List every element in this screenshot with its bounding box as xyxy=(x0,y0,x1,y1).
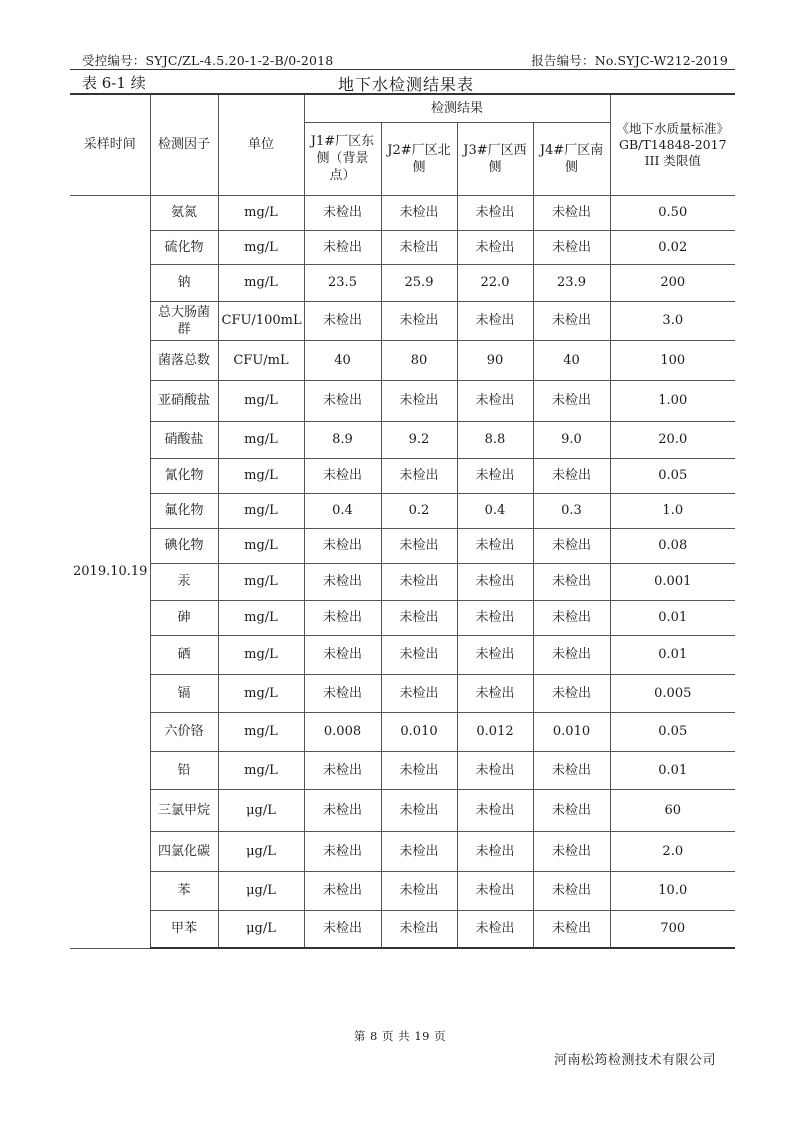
cell-j2: 未检出 xyxy=(381,831,457,871)
cell-factor: 硫化物 xyxy=(150,230,218,264)
cell-factor: 硒 xyxy=(150,635,218,674)
cell-limit: 60 xyxy=(610,789,735,831)
cell-limit: 0.01 xyxy=(610,635,735,674)
cell-limit: 0.02 xyxy=(610,230,735,264)
cell-limit: 1.0 xyxy=(610,493,735,528)
cell-j2: 未检出 xyxy=(381,528,457,563)
cell-j1: 未检出 xyxy=(304,789,381,831)
page-number: 第 8 页 共 19 页 xyxy=(353,1029,447,1043)
table-title: 地下水检测结果表 xyxy=(337,75,474,94)
cell-limit: 0.01 xyxy=(610,600,735,635)
cell-j4: 未检出 xyxy=(533,230,610,264)
cell-j2: 未检出 xyxy=(381,301,457,340)
table-row xyxy=(70,264,735,301)
cell-j4: 未检出 xyxy=(533,195,610,230)
cell-j4: 未检出 xyxy=(533,528,610,563)
table-row xyxy=(70,421,735,458)
table-row xyxy=(70,871,735,910)
cell-j3: 未检出 xyxy=(457,230,533,264)
cell-j2: 25.9 xyxy=(381,264,457,301)
cell-unit: mg/L xyxy=(218,563,304,600)
cell-j3: 8.8 xyxy=(457,421,533,458)
cell-j1: 未检出 xyxy=(304,831,381,871)
table-row xyxy=(70,563,735,600)
cell-factor: 总大肠菌群 xyxy=(150,301,218,340)
table-row xyxy=(70,831,735,871)
cell-j1: 未检出 xyxy=(304,230,381,264)
cell-factor: 汞 xyxy=(150,563,218,600)
cell-j4: 未检出 xyxy=(533,751,610,789)
cell-j2: 80 xyxy=(381,340,457,380)
cell-unit: CFU/100mL xyxy=(218,301,304,340)
col-standard: 《地下水质量标准》GB/T14848-2017 III 类限值 xyxy=(610,94,735,195)
header-rule xyxy=(70,69,735,70)
cell-limit: 200 xyxy=(610,264,735,301)
cell-limit: 1.00 xyxy=(610,380,735,421)
cell-factor: 氰化物 xyxy=(150,458,218,493)
cell-j3: 未检出 xyxy=(457,195,533,230)
cell-factor: 六价铬 xyxy=(150,712,218,751)
cell-j2: 未检出 xyxy=(381,230,457,264)
cell-j2: 未检出 xyxy=(381,563,457,600)
table-row xyxy=(70,301,735,340)
cell-j4: 未检出 xyxy=(533,600,610,635)
table-row xyxy=(70,230,735,264)
cell-j3: 未检出 xyxy=(457,301,533,340)
table-row xyxy=(70,712,735,751)
cell-j1: 未检出 xyxy=(304,528,381,563)
sampling-date: 2019.10.19 xyxy=(70,195,150,948)
table-row xyxy=(70,195,735,230)
cell-j1: 未检出 xyxy=(304,458,381,493)
cell-j3: 未检出 xyxy=(457,789,533,831)
cell-j1: 0.008 xyxy=(304,712,381,751)
table-row xyxy=(70,458,735,493)
cell-limit: 0.005 xyxy=(610,674,735,712)
cell-j2: 未检出 xyxy=(381,674,457,712)
table-row xyxy=(70,600,735,635)
cell-unit: mg/L xyxy=(218,380,304,421)
cell-j1: 未检出 xyxy=(304,910,381,948)
cell-j2: 未检出 xyxy=(381,789,457,831)
company-name: 河南松筠检测技术有限公司 xyxy=(553,1053,716,1068)
cell-unit: mg/L xyxy=(218,458,304,493)
cell-j4: 未检出 xyxy=(533,380,610,421)
cell-j2: 未检出 xyxy=(381,871,457,910)
cell-factor: 氟化物 xyxy=(150,493,218,528)
cell-j3: 90 xyxy=(457,340,533,380)
cell-j3: 未检出 xyxy=(457,910,533,948)
cell-limit: 0.50 xyxy=(610,195,735,230)
cell-unit: CFU/mL xyxy=(218,340,304,380)
cell-factor: 硝酸盐 xyxy=(150,421,218,458)
cell-j4: 未检出 xyxy=(533,789,610,831)
table-row xyxy=(70,789,735,831)
cell-j3: 未检出 xyxy=(457,674,533,712)
cell-factor: 钠 xyxy=(150,264,218,301)
cell-limit: 3.0 xyxy=(610,301,735,340)
cell-j1: 未检出 xyxy=(304,600,381,635)
cell-j1: 未检出 xyxy=(304,301,381,340)
col-factor: 检测因子 xyxy=(150,94,218,195)
cell-j4: 未检出 xyxy=(533,871,610,910)
cell-j3: 未检出 xyxy=(457,751,533,789)
cell-j1: 未检出 xyxy=(304,635,381,674)
cell-j2: 未检出 xyxy=(381,600,457,635)
cell-unit: μg/L xyxy=(218,831,304,871)
cell-j4: 未检出 xyxy=(533,635,610,674)
cell-j1: 23.5 xyxy=(304,264,381,301)
cell-j4: 未检出 xyxy=(533,831,610,871)
col-j4: J4#厂区南侧 xyxy=(533,122,610,195)
cell-j2: 0.010 xyxy=(381,712,457,751)
cell-limit: 100 xyxy=(610,340,735,380)
cell-j2: 未检出 xyxy=(381,458,457,493)
cell-j1: 未检出 xyxy=(304,380,381,421)
table-label: 表 6-1 续 xyxy=(82,74,146,92)
cell-j1: 0.4 xyxy=(304,493,381,528)
cell-factor: 镉 xyxy=(150,674,218,712)
cell-j3: 未检出 xyxy=(457,831,533,871)
cell-j4: 40 xyxy=(533,340,610,380)
cell-unit: mg/L xyxy=(218,493,304,528)
cell-j2: 未检出 xyxy=(381,910,457,948)
cell-j2: 9.2 xyxy=(381,421,457,458)
cell-j3: 未检出 xyxy=(457,871,533,910)
cell-factor: 砷 xyxy=(150,600,218,635)
control-number: 受控编号：SYJC/ZL-4.5.20-1-2-B/0-2018 xyxy=(82,53,334,68)
table-row xyxy=(70,674,735,712)
cell-j2: 未检出 xyxy=(381,380,457,421)
table-row xyxy=(70,340,735,380)
cell-factor: 菌落总数 xyxy=(150,340,218,380)
cell-j1: 8.9 xyxy=(304,421,381,458)
cell-j4: 23.9 xyxy=(533,264,610,301)
cell-j2: 0.2 xyxy=(381,493,457,528)
cell-unit: mg/L xyxy=(218,600,304,635)
col-j3: J3#厂区西侧 xyxy=(457,122,533,195)
cell-unit: mg/L xyxy=(218,528,304,563)
cell-j1: 40 xyxy=(304,340,381,380)
cell-j3: 未检出 xyxy=(457,528,533,563)
cell-j3: 未检出 xyxy=(457,380,533,421)
cell-limit: 0.08 xyxy=(610,528,735,563)
col-results: 检测结果 xyxy=(304,94,610,122)
cell-factor: 碘化物 xyxy=(150,528,218,563)
cell-j3: 未检出 xyxy=(457,458,533,493)
cell-j3: 22.0 xyxy=(457,264,533,301)
col-unit: 单位 xyxy=(218,94,304,195)
cell-factor: 甲苯 xyxy=(150,910,218,948)
cell-j2: 未检出 xyxy=(381,635,457,674)
table-row xyxy=(70,910,735,948)
cell-j2: 未检出 xyxy=(381,751,457,789)
cell-unit: mg/L xyxy=(218,421,304,458)
cell-j4: 未检出 xyxy=(533,563,610,600)
groundwater-results-table xyxy=(70,93,735,949)
cell-j4: 9.0 xyxy=(533,421,610,458)
cell-j2: 未检出 xyxy=(381,195,457,230)
cell-unit: mg/L xyxy=(218,195,304,230)
cell-j4: 0.010 xyxy=(533,712,610,751)
cell-j3: 0.012 xyxy=(457,712,533,751)
table-row xyxy=(70,751,735,789)
cell-unit: μg/L xyxy=(218,871,304,910)
cell-limit: 700 xyxy=(610,910,735,948)
cell-unit: mg/L xyxy=(218,264,304,301)
cell-j3: 0.4 xyxy=(457,493,533,528)
table-row xyxy=(70,493,735,528)
cell-j1: 未检出 xyxy=(304,195,381,230)
cell-factor: 苯 xyxy=(150,871,218,910)
col-j2: J2#厂区北侧 xyxy=(381,122,457,195)
cell-j4: 0.3 xyxy=(533,493,610,528)
cell-j4: 未检出 xyxy=(533,674,610,712)
cell-j1: 未检出 xyxy=(304,563,381,600)
cell-unit: μg/L xyxy=(218,910,304,948)
cell-j1: 未检出 xyxy=(304,751,381,789)
col-j1: J1#厂区东侧（背景点） xyxy=(304,122,381,195)
cell-j4: 未检出 xyxy=(533,301,610,340)
cell-unit: mg/L xyxy=(218,230,304,264)
cell-limit: 0.05 xyxy=(610,712,735,751)
cell-j4: 未检出 xyxy=(533,458,610,493)
col-sampling-time: 采样时间 xyxy=(70,94,150,195)
cell-unit: mg/L xyxy=(218,635,304,674)
cell-limit: 0.05 xyxy=(610,458,735,493)
cell-limit: 20.0 xyxy=(610,421,735,458)
table-row xyxy=(70,528,735,563)
cell-j4: 未检出 xyxy=(533,910,610,948)
cell-j3: 未检出 xyxy=(457,635,533,674)
table-row xyxy=(70,380,735,421)
cell-j3: 未检出 xyxy=(457,563,533,600)
cell-limit: 0.001 xyxy=(610,563,735,600)
cell-j1: 未检出 xyxy=(304,871,381,910)
cell-limit: 0.01 xyxy=(610,751,735,789)
cell-factor: 氨氮 xyxy=(150,195,218,230)
table-row xyxy=(70,635,735,674)
cell-factor: 三氯甲烷 xyxy=(150,789,218,831)
cell-factor: 四氯化碳 xyxy=(150,831,218,871)
cell-unit: mg/L xyxy=(218,712,304,751)
cell-unit: μg/L xyxy=(218,789,304,831)
report-number: 报告编号：No.SYJC-W212-2019 xyxy=(531,53,728,68)
cell-limit: 2.0 xyxy=(610,831,735,871)
cell-j3: 未检出 xyxy=(457,600,533,635)
cell-factor: 亚硝酸盐 xyxy=(150,380,218,421)
cell-limit: 10.0 xyxy=(610,871,735,910)
cell-j1: 未检出 xyxy=(304,674,381,712)
cell-unit: mg/L xyxy=(218,751,304,789)
cell-factor: 铅 xyxy=(150,751,218,789)
cell-unit: mg/L xyxy=(218,674,304,712)
